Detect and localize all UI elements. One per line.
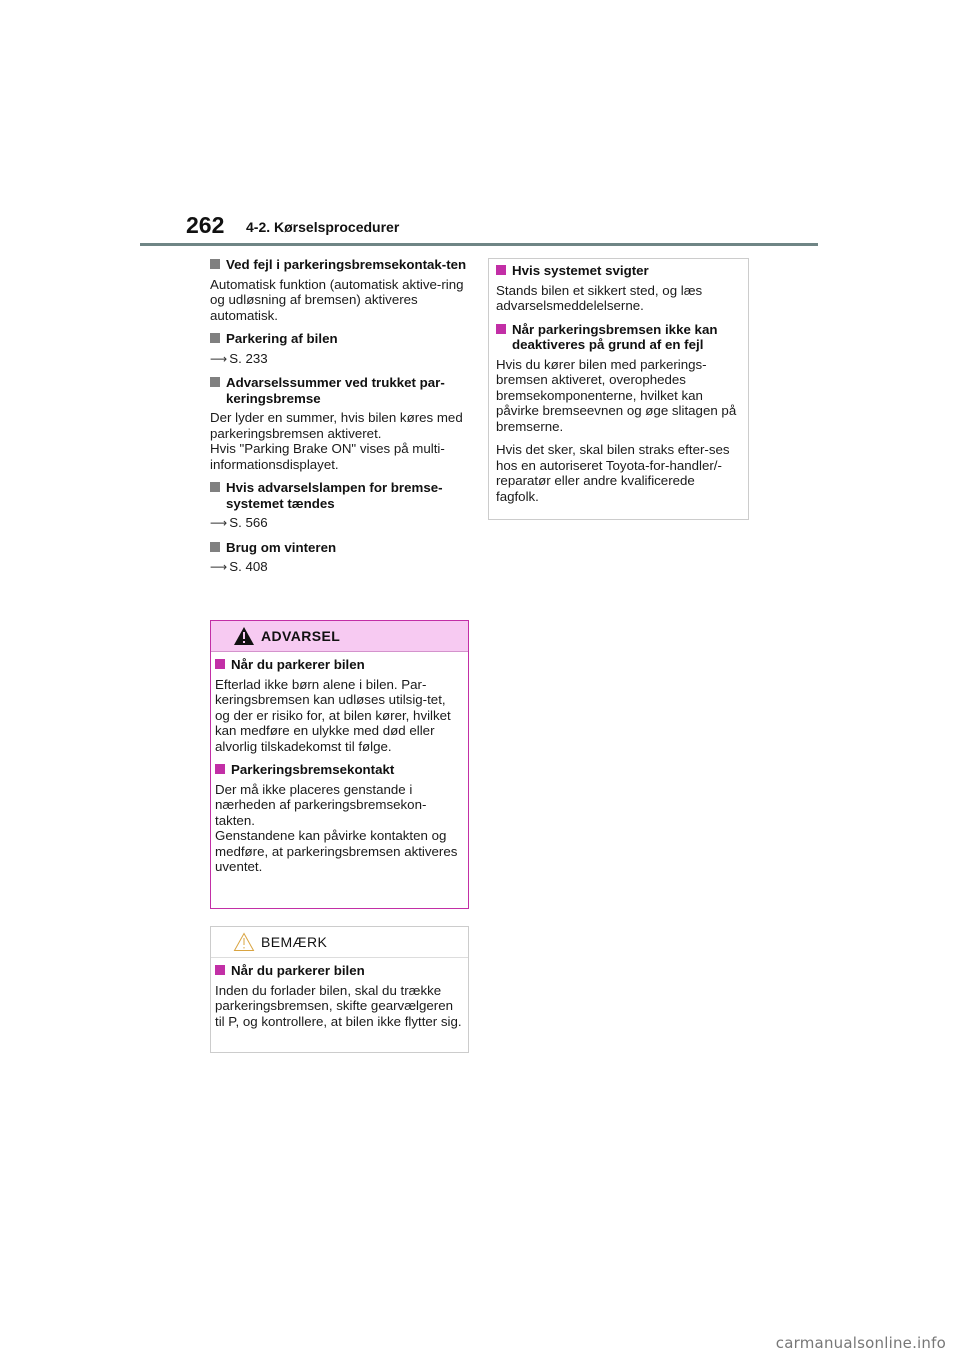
warning-box [210, 620, 469, 909]
page-reference[interactable]: ⟶ S. 233 [210, 350, 268, 366]
arrow-right-icon: ⟶ [210, 560, 228, 574]
paragraph: Der lyder en summer, hvis bilen køres med parkeringsbremsen aktiveret. [210, 410, 463, 441]
square-bullet-icon [215, 764, 225, 774]
page-number: 262 [186, 212, 225, 238]
section-heading: Hvis systemet svigter [496, 263, 741, 279]
left-column [210, 257, 470, 584]
section-heading: Hvis advarselslampen for bremse-systemet tændes [210, 480, 470, 511]
header-rule [140, 243, 818, 246]
paragraph: Automatisk funktion (automatisk aktive-ring og udløsning af bremsen) aktiveres automatisk. [210, 276, 464, 323]
paragraph: Hvis du kører bilen med parkerings-bremsen aktiveret, overophedes bremsekomponenterne, hvilket kan påvirke bremseevnen og øge slitagen på bremserne. [496, 356, 737, 434]
arrow-right-icon: ⟶ [210, 351, 228, 366]
square-bullet-icon [210, 542, 220, 552]
notice-label: BEMÆRK [261, 934, 328, 950]
square-bullet-icon [210, 482, 220, 492]
section-heading: Parkeringsbremsekontakt [215, 762, 464, 778]
square-bullet-icon [210, 333, 220, 343]
square-bullet-icon [210, 259, 220, 269]
info-box [488, 258, 749, 520]
paragraph: Der må ikke placeres genstande i nærheden af parkeringsbremsekon-takten. [215, 781, 427, 828]
section-heading: Når parkeringsbremsen ikke kan deaktiveres på grund af en fejl [496, 322, 741, 353]
square-bullet-icon [210, 377, 220, 387]
square-bullet-icon [496, 265, 506, 275]
section-heading: Når du parkerer bilen [215, 963, 464, 979]
square-bullet-icon [496, 324, 506, 334]
square-bullet-icon [215, 965, 225, 975]
warning-header [211, 621, 468, 652]
section-title: 4-2. Kørselsprocedurer [246, 219, 400, 235]
page-reference[interactable]: ⟶ S. 408 [210, 559, 268, 574]
notice-triangle-icon [233, 932, 255, 952]
section-heading: Når du parkerer bilen [215, 657, 464, 673]
square-bullet-icon [215, 659, 225, 669]
paragraph: Stands bilen et sikkert sted, og læs advarselsmeddelelserne. [496, 282, 703, 313]
arrow-right-icon: ⟶ [210, 516, 228, 530]
section-heading: Ved fejl i parkeringsbremsekontak-ten [210, 257, 470, 273]
watermark: carmanualsonline.info [775, 1334, 946, 1352]
page-reference[interactable]: ⟶ S. 566 [210, 515, 268, 530]
paragraph: Efterlad ikke børn alene i bilen. Par-keringsbremsen kan udløses utilsig-tet, og der er risiko for, at bilen kører, hvilket kan medføre en ulykke med død eller alvorlig tilskadekomst til følge. [215, 676, 451, 754]
paragraph: Inden du forlader bilen, skal du trække parkeringsbremsen, skifte gearvælgeren til P, og kontrollere, at bilen ikke flytter sig. [215, 982, 462, 1029]
warning-label: ADVARSEL [261, 628, 341, 644]
paragraph: Hvis "Parking Brake ON" vises på multi-informationsdisplayet. [210, 441, 445, 472]
notice-header [211, 927, 468, 958]
notice-box [210, 926, 469, 1053]
paragraph: Genstandene kan påvirke kontakten og medføre, at parkeringsbremsen aktiveres uventet. [215, 828, 458, 874]
section-heading: Advarselssummer ved trukket par-keringsbremse [210, 375, 470, 406]
paragraph: Hvis det sker, skal bilen straks efter-ses hos en autoriseret Toyota-for-handler/-reparatør eller andre kvalificerede fagfolk. [496, 442, 730, 504]
section-heading: Parkering af bilen [210, 331, 470, 347]
warning-triangle-icon [233, 626, 255, 646]
section-heading: Brug om vinteren [210, 540, 470, 556]
